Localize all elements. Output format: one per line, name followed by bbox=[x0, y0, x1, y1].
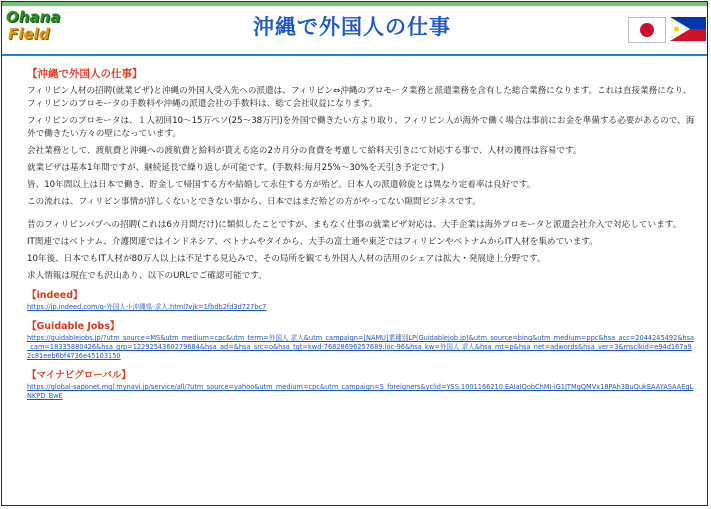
source-link-mynavi[interactable]: https://global-saponet.mgl.mynavi.jp/service/all/?utm_source=yahoo&utm_medium=cpc&utm_campaign=S_foreigners&yclid=YSS.1001166210.EAIaIQobChMI-iG1JTMgQMVx18PAh3BuQukEAAYASAAEgLNKPD_BwE bbox=[27, 383, 694, 400]
header-bar bbox=[2, 2, 707, 56]
main-content bbox=[27, 68, 695, 401]
source-title-indeed: 【indeed】 bbox=[27, 290, 83, 301]
paragraph: 求人情報は現在でも沢山あり、以下のURLでご確認可能です。 bbox=[27, 271, 267, 281]
japan-flag-disc bbox=[640, 23, 654, 37]
paragraph: 就業ビザは基本1年間ですが、継続延長で繰り返しが可能です。(手数料:毎月25%～30%を天引き予定です。) bbox=[27, 163, 445, 173]
philippines-flag-icon bbox=[670, 17, 706, 41]
paragraph: フィリピン人材の招聘(就業ビザ)と沖縄の外国人受入先への派遣は、フィリピン⇔沖縄のプロモータ業務と派遣業務を含有した総合業務になります。これは直接業務になり、フィリピンのプロモータの手数料や沖縄の派遣会社の手数料は、総て会社収益になります。 bbox=[27, 86, 692, 109]
page-title: 沖縄で外国人の仕事 bbox=[253, 15, 451, 39]
ohana-field-logo bbox=[6, 9, 66, 49]
source-link-indeed[interactable]: https://jp.indeed.com/q-外国人-l-沖縄県-求人.html?vjk=1fbdb2fd3d727bc7 bbox=[27, 303, 267, 311]
paragraph: 10年後、日本でもIT人材が80万人以上は不足する見込みで、その局所を観ても外国人人材の活用のシェアは拡大・発展途上分野です。 bbox=[27, 254, 546, 264]
section-title: 【沖縄で外国人の仕事】 bbox=[27, 68, 143, 80]
paragraph: 会社業務として、渡航費と沖縄への渡航費と給料が貰える迄の2カ月分の食費を考慮して給料天引きにて対応する事で、人材の獲得は容易です。 bbox=[27, 146, 582, 156]
source-title-mynavi: 【マイナビグローバル】 bbox=[27, 370, 131, 381]
source-link-guidable[interactable]: https://guidablejobs.jp/?utm_source=MS&utm_medium=cpc&utm_term=外国人 求人&utm_campaign=[NAMU]業種別LP(Guidablejob.jp)&utm_source=bing&utm_medium=ppc&hsa_acc=2044245492&hsa_cam=18335880426&hsa_grp=1229254360279684&hsa_ad=&hsa_src=o&hsa_tgt=kwd-76828696257689:loc-96&hsa_kw=外国人 求人&hsa_mt=p&hsa_net=adwords&hsa_ver=3&msclkid=e94d167a92c81eeb6bf4736e45103150 bbox=[27, 334, 695, 360]
japan-flag-icon bbox=[628, 17, 666, 43]
logo-line-2: Field bbox=[8, 25, 50, 43]
document-frame bbox=[1, 1, 708, 506]
source-title-guidable: 【Guidable Jobs】 bbox=[27, 321, 120, 332]
paragraph: この流れは、フィリピン事情が詳しくないとできない事から、日本ではまだ殆どの方がやってない隙間ビジネスです。 bbox=[27, 197, 481, 207]
paragraph: IT関連ではベトナム、介護関連ではインドネシア、ベトナムやタイから、大手の富士通や東芝ではフィリピンやベトナムからIT人材を集めています。 bbox=[27, 237, 598, 247]
paragraph: 皆、10年間以上は日本で働き、貯金して帰国する方や結婚して永住する方が殆ど。日本人の派遣斡旋とは異なり定着率は良好です。 bbox=[27, 180, 536, 190]
logo-line-1: Ohana bbox=[6, 8, 61, 26]
paragraph: フィリピンのプロモータは、１人初回10～15万ペソ(25～38万円)を外国で働きたい方より取り、フィリピン人が海外で働く場合は事前にお金を準備する必要があるので、海外で働きたい方々の壁になっています。 bbox=[27, 116, 695, 139]
paragraph: 昔のフィリピンパブへの招聘(これは6カ月間だけ)に類似したことですが、まもなく仕事の就業ビザ対応は、大手企業は海外プロモータと派遣会社介入で対応しています。 bbox=[27, 220, 682, 230]
